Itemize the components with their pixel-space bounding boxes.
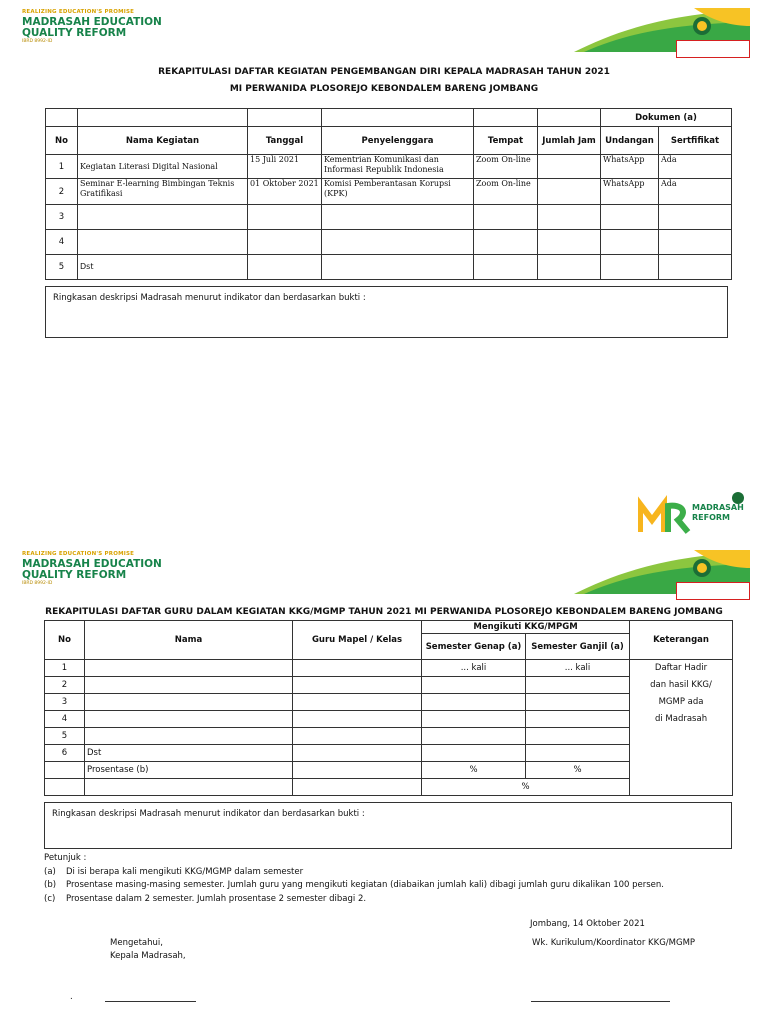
- petunjuk-title: Petunjuk :: [44, 853, 87, 863]
- page1-title-2: MI PERWANIDA PLOSOREJO KEBONDALEM BARENG JOMBANG: [229, 84, 539, 94]
- table-row: [46, 179, 732, 205]
- header-ganjil: Semester Ganjil (a): [526, 634, 630, 660]
- header-tempat: Tempat: [474, 127, 538, 155]
- kegiatan-table: [45, 108, 732, 280]
- keterangan-line: di Madrasah: [654, 714, 708, 724]
- mr-logo-text2: REFORM: [692, 513, 731, 522]
- cell-no: 3: [45, 694, 85, 711]
- ringkasan-label: Ringkasan deskripsi Madrasah menurut indikator dan berdasarkan bukti :: [53, 293, 366, 303]
- signature-line-kepala: [105, 1001, 196, 1002]
- ringkasan-label: Ringkasan deskripsi Madrasah menurut indikator dan berdasarkan bukti :: [52, 809, 365, 819]
- sign-date: Jombang, 14 Oktober 2021: [530, 919, 645, 929]
- ringkasan-box-1: [45, 286, 728, 338]
- wk-label: Wk. Kurikulum/Koordinator KKG/MGMP: [532, 938, 696, 948]
- total-row: [45, 779, 733, 796]
- header-genap: Semester Genap (a): [422, 634, 526, 660]
- petunjuk: [44, 852, 664, 906]
- cell-jam: [538, 155, 601, 179]
- logo-sub: IBRD 8992-ID: [22, 38, 53, 44]
- petunjuk-item: (b) Prosentase masing-masing semester. Jumlah guru yang mengikuti kegiatan (diabaikan jumlah kali) dibagi jumlah guru dikalikan 100 persen.: [44, 880, 664, 890]
- mequr-logo-bottom: [22, 552, 162, 586]
- code-box: [676, 40, 750, 58]
- cell-no: 2: [46, 179, 78, 205]
- table-row: [46, 255, 732, 280]
- table-row: [46, 205, 732, 230]
- logo-tagline: REALIZING EDUCATION'S PROMISE: [22, 551, 135, 557]
- header-undangan: Undangan: [601, 127, 659, 155]
- cell-no: 5: [45, 728, 85, 745]
- header-guru: Guru Mapel / Kelas: [293, 621, 422, 660]
- cell-jam: [538, 179, 601, 205]
- header-tanggal: Tanggal: [248, 127, 322, 155]
- header-no: No: [46, 127, 78, 155]
- logo-line1: MADRASAH EDUCATION: [22, 557, 162, 570]
- prosentase-row: [45, 762, 733, 779]
- header-nama-kegiatan: Nama Kegiatan: [78, 127, 248, 155]
- logo-line2: QUALITY REFORM: [22, 569, 127, 581]
- cell-nama: Seminar E-learning Bimbingan Teknis Gratifikasi: [78, 179, 248, 205]
- keterangan-line: Daftar Hadir: [654, 663, 708, 673]
- header-jumlah-jam: Jumlah Jam: [538, 127, 601, 155]
- header-keterangan: Keterangan: [630, 621, 733, 660]
- cell-tanggal: 15 Juli 2021: [248, 155, 322, 179]
- cell-ganjil: ... kali: [526, 660, 630, 677]
- cell-no: 4: [45, 711, 85, 728]
- cell-no: 2: [45, 677, 85, 694]
- cell-tanggal: 01 Oktober 2021: [248, 179, 322, 205]
- kkg-table: [44, 620, 733, 796]
- cell-nama: Dst: [78, 255, 248, 280]
- cell-undangan: WhatsApp: [601, 155, 659, 179]
- cell-no: 1: [45, 660, 85, 677]
- mengetahui-label: Mengetahui,: [110, 938, 163, 948]
- mr-logo-text: [692, 503, 744, 523]
- cell-tempat: Zoom On-line: [474, 179, 538, 205]
- keterangan-line: MGMP ada: [658, 697, 704, 707]
- keterangan-line: dan hasil KKG/: [650, 680, 712, 690]
- table-row: [46, 230, 732, 255]
- cell-undangan: WhatsApp: [601, 179, 659, 205]
- logo-line1: MADRASAH EDUCATION: [22, 15, 162, 28]
- header-nama: Nama: [85, 621, 293, 660]
- dot-mark: .: [70, 992, 73, 1002]
- header-mengikuti: Mengikuti KKG/MPGM: [422, 621, 630, 634]
- code-box: [676, 582, 750, 600]
- cell-nama: Kegiatan Literasi Digital Nasional: [78, 155, 248, 179]
- cell-penyelenggara: Komisi Pemberantasan Korupsi (KPK): [322, 179, 474, 205]
- cell-genap: ... kali: [422, 660, 526, 677]
- signature-line-wk: [531, 1001, 670, 1002]
- table-row: [45, 677, 733, 694]
- petunjuk-item: (a) Di isi berapa kali mengikuti KKG/MGMP dalam semester: [44, 866, 304, 877]
- mequr-logo-top: [22, 10, 162, 44]
- table-row: [46, 155, 732, 179]
- cell-no: 3: [46, 205, 78, 230]
- cell-tempat: Zoom On-line: [474, 155, 538, 179]
- cell-sertifikat: Ada: [659, 179, 732, 205]
- header-dokumen: Dokumen (a): [601, 109, 732, 127]
- cell-no: 1: [46, 155, 78, 179]
- cell-no: 5: [46, 255, 78, 280]
- cell-nama-dst: Dst: [85, 745, 293, 762]
- logo-line2: QUALITY REFORM: [22, 27, 127, 39]
- logo-tagline: REALIZING EDUCATION'S PROMISE: [22, 9, 135, 15]
- page1-title-1: REKAPITULASI DAFTAR KEGIATAN PENGEMBANGAN DIRI KEPALA MADRASAH TAHUN 2021: [158, 67, 610, 77]
- page2-title: REKAPITULASI DAFTAR GURU DALAM KEGIATAN KKG/MGMP TAHUN 2021 MI PERWANIDA PLOSOREJO KEBONDALEM BARENG JOMBANG: [45, 607, 723, 617]
- kepala-label: Kepala Madrasah,: [110, 951, 186, 961]
- header-penyelenggara: Penyelenggara: [322, 127, 474, 155]
- table-row: [45, 711, 733, 728]
- pct-total: %: [422, 779, 630, 796]
- petunjuk-item: (c) Prosentase dalam 2 semester. Jumlah prosentase 2 semester dibagi 2.: [44, 893, 367, 904]
- cell-no: 4: [46, 230, 78, 255]
- logo-sub: IBRD 8992-ID: [22, 580, 53, 586]
- table-row: [45, 694, 733, 711]
- table-row: [45, 660, 733, 677]
- table-row: [45, 745, 733, 762]
- header-sertifikat: Sertfifikat: [659, 127, 732, 155]
- mr-logo-text1: MADRASAH: [692, 503, 744, 512]
- pct-genap: %: [422, 762, 526, 779]
- pct-ganjil: %: [526, 762, 630, 779]
- table-row: [45, 728, 733, 745]
- prosentase-label: Prosentase (b): [85, 762, 293, 779]
- header-no: No: [45, 621, 85, 660]
- cell-keterangan: [630, 660, 733, 796]
- cell-no: 6: [45, 745, 85, 762]
- cell-sertifikat: Ada: [659, 155, 732, 179]
- cell-penyelenggara: Kementrian Komunikasi dan Informasi Republik Indonesia: [322, 155, 474, 179]
- ringkasan-box-2: [44, 802, 732, 849]
